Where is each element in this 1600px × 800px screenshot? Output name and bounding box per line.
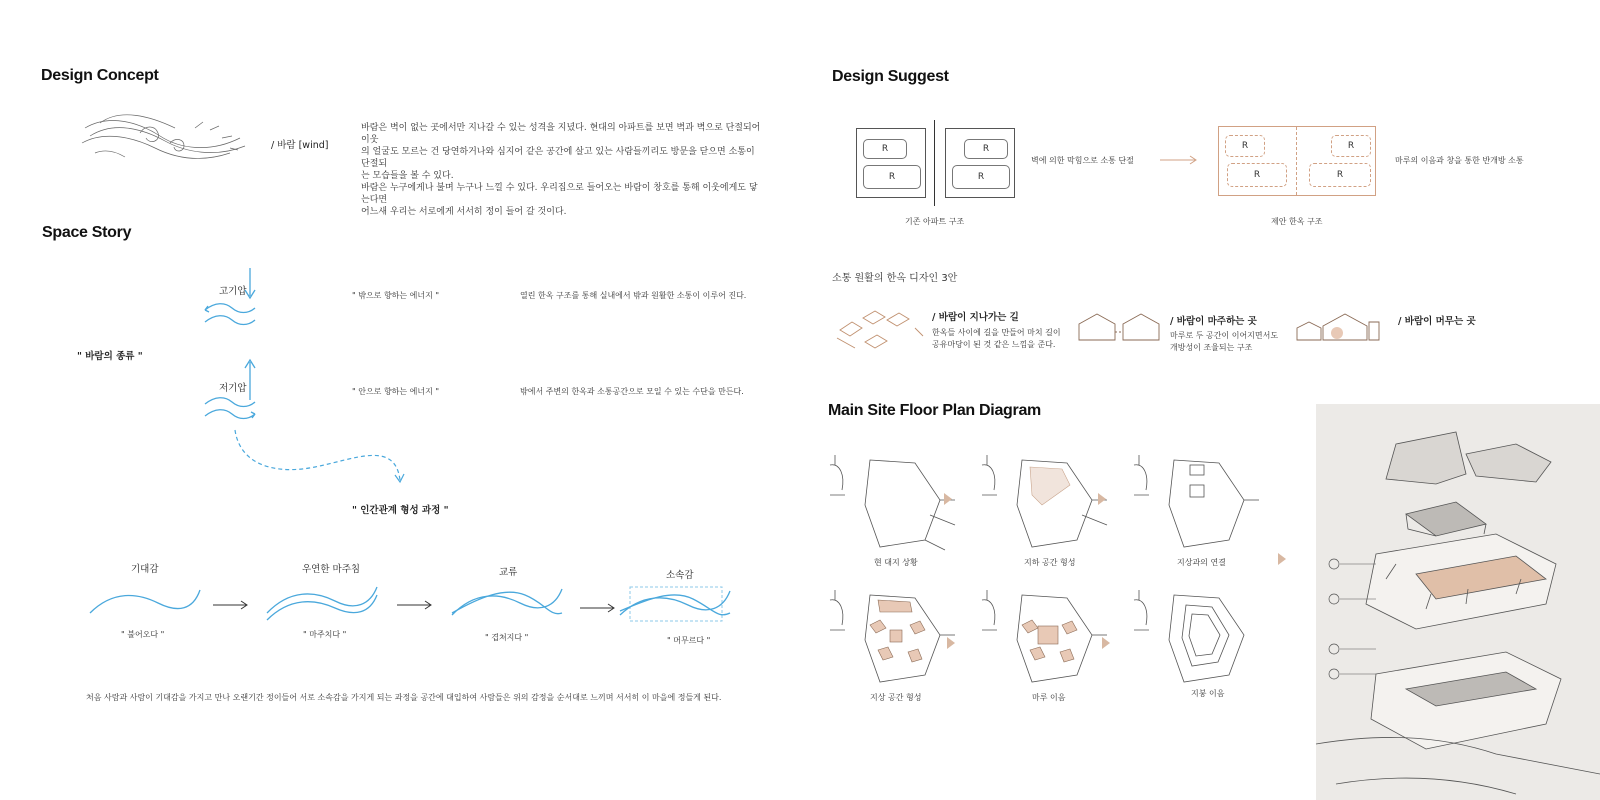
option-desc: 개방성이 조율되는 구조 [1170, 343, 1253, 352]
space-story-title: Space Story [42, 224, 132, 241]
stage-2-wave-icon [265, 583, 380, 623]
hanok-label: 제안 한옥 구조 [1271, 217, 1323, 226]
hanok-staying-diagram-icon [1295, 312, 1380, 342]
maru-text: 마루의 이음과 창을 통한 반개방 소통 [1395, 156, 1524, 165]
design-suggest-title: Design Suggest [832, 68, 949, 85]
site-plan-2 [982, 455, 1107, 550]
arrow-icon [1160, 155, 1198, 165]
room-box: R [952, 165, 1010, 189]
option-desc: 마루로 두 공간이 이어지면서도 [1170, 331, 1279, 340]
arrow-icon [213, 600, 249, 610]
stage-caption: " 마주치다 " [303, 630, 347, 639]
stage-caption: " 겹쳐지다 " [485, 633, 529, 642]
step-arrow-icon [1098, 493, 1108, 505]
room-box: R [964, 139, 1008, 159]
stage-caption: " 머무르다 " [667, 636, 711, 645]
dashed-wind-path [225, 425, 405, 495]
step-label: 현 대지 상황 [874, 558, 918, 567]
hanok-structure [1218, 126, 1376, 196]
option-title: / 바람이 마주하는 곳 [1170, 316, 1257, 327]
option-title: / 바람이 지나가는 길 [932, 312, 1019, 323]
option-desc: 공유마당이 된 것 같은 느낌을 준다. [932, 340, 1056, 349]
apartment-unit-right [945, 128, 1015, 198]
stage-title: 소속감 [666, 570, 694, 581]
arrow-icon [397, 600, 433, 610]
concept-text [361, 122, 761, 218]
low-pressure-wind-icon [200, 360, 260, 425]
design-concept-title: Design Concept [41, 67, 159, 84]
stage-1-wave-icon [88, 585, 203, 620]
wall-text: 벽에 의한 막힘으로 소통 단절 [1031, 156, 1134, 165]
hanok-path-diagram-icon [835, 308, 925, 353]
high-energy: " 밖으로 향하는 에너지 " [352, 291, 440, 300]
step-arrow-icon [1102, 637, 1112, 649]
site-plan-1 [830, 455, 955, 550]
low-pressure-label: 저기압 [219, 383, 247, 394]
stage-title: 기대감 [131, 564, 159, 575]
wind-sketch-icon [80, 108, 250, 168]
apartment-label: 기존 아파트 구조 [905, 217, 965, 226]
concept-line: 바람은 누구에게나 불며 누구나 느낄 수 있다. 우리집으로 들어오는 바람이 창호를 통해 이웃에게도 닿는다면 [361, 183, 758, 205]
room-box: R [1225, 135, 1265, 157]
low-desc: 밖에서 주변의 한옥과 소통공간으로 모일 수 있는 수단을 만든다. [520, 387, 744, 396]
wind-label: / 바람 [wind] [271, 140, 329, 151]
room-box: R [1309, 163, 1371, 187]
step-label: 지하 공간 형성 [1024, 558, 1076, 567]
concept-line: 바람은 벽이 없는 곳에서만 지나갈 수 있는 성격을 지녔다. 현대의 아파트를 보면 벽과 벽으로 단절되어 이웃 [361, 123, 761, 145]
floor-plan-title: Main Site Floor Plan Diagram [828, 402, 1041, 419]
apartment-unit-left [856, 128, 926, 198]
site-plan-6 [1134, 590, 1259, 685]
room-box: R [863, 165, 921, 189]
high-desc: 열린 한옥 구조를 통해 실내에서 밖과 원활한 소통이 이루어 진다. [520, 291, 747, 300]
option-title: / 바람이 머무는 곳 [1398, 316, 1476, 327]
step-arrow-icon [1278, 553, 1288, 565]
site-plan-5 [982, 590, 1107, 685]
step-arrow-icon [944, 493, 954, 505]
step-label: 지상 공간 형성 [870, 693, 922, 702]
site-plan-3 [1134, 455, 1259, 550]
step-arrow-icon [947, 637, 957, 649]
options-title: 소통 원활의 한옥 디자인 3안 [832, 273, 958, 284]
stage-title: 교류 [499, 567, 518, 578]
low-energy: " 안으로 향하는 에너지 " [352, 387, 440, 396]
axonometric-diagram [1316, 404, 1600, 800]
step-label: 마루 이음 [1032, 693, 1066, 702]
process-label: " 인간관계 형성 과정 " [352, 505, 449, 516]
space-story-summary: 처음 사람과 사람이 기대감을 가지고 만나 오랜기간 정이들어 서로 소속감을 가지게 되는 과정을 공간에 대입하여 사람들은 위의 감정을 순서대로 느끼며 서서히 이 마을에 정들게 된다. [86, 693, 722, 702]
concept-line: 의 얼굴도 모르는 건 당연하거나와 심지어 같은 공간에 살고 있는 사람들끼리도 방문을 닫으면 소통이 단절되 [361, 147, 755, 169]
concept-line: 는 모습들을 볼 수 있다. [361, 171, 454, 181]
wall-divider [934, 120, 935, 206]
arrow-icon [580, 603, 616, 613]
stage-4-wave-icon [618, 585, 733, 625]
high-pressure-label: 고기압 [219, 286, 247, 297]
site-plan-4 [830, 590, 955, 685]
maru-line [1296, 127, 1298, 195]
option-desc: 한옥들 사이에 길을 만들어 마치 길이 [932, 328, 1061, 337]
wind-types-label: " 바람의 종류 " [77, 351, 143, 362]
stage-3-wave-icon [450, 583, 565, 623]
room-box: R [1331, 135, 1371, 157]
hanok-facing-diagram-icon [1077, 312, 1162, 342]
room-box: R [1227, 163, 1287, 187]
step-label: 지붕 이음 [1191, 689, 1225, 698]
step-label: 지상과의 연결 [1177, 558, 1226, 567]
high-pressure-wind-icon [200, 268, 260, 333]
stage-title: 우연한 마주침 [302, 564, 361, 575]
stage-caption: " 불어오다 " [121, 630, 165, 639]
concept-line: 어느새 우리는 서로에게 서서히 정이 들어 갈 것이다. [361, 207, 567, 217]
room-box: R [863, 139, 907, 159]
